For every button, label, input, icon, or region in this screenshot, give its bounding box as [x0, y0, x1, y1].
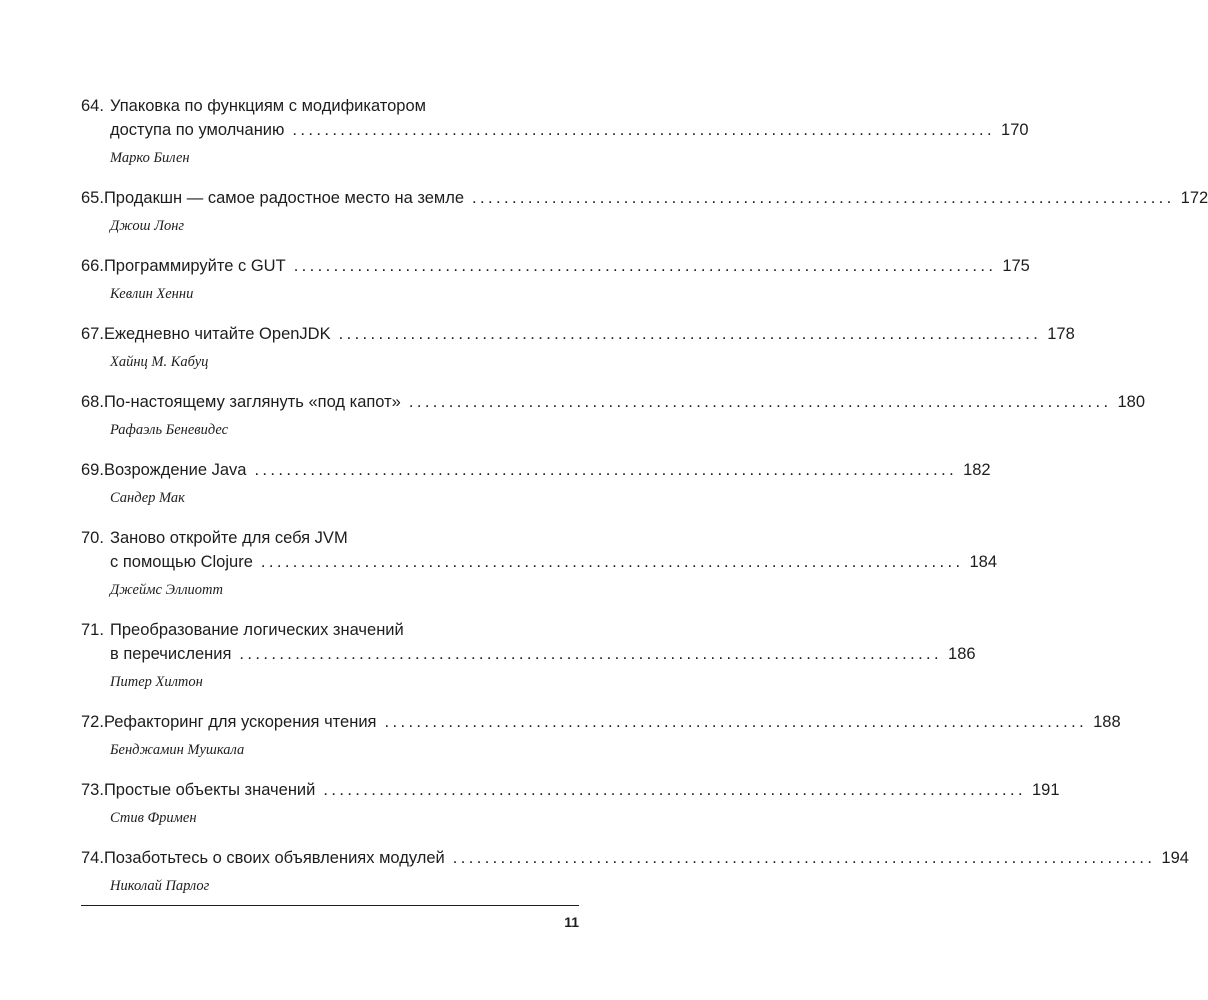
- toc-entry-number: 65.: [81, 189, 104, 207]
- toc-entry-number: 67.: [81, 325, 104, 343]
- toc-entry-title: Упаковка по функциям с модификатором: [110, 97, 427, 115]
- leader-dots: ........................................................................................: [472, 189, 1175, 207]
- toc-entry-title-line: [81, 186, 1208, 210]
- toc-entry-title-line: [81, 526, 579, 550]
- toc-entry-title-line: [81, 550, 998, 574]
- toc-entry-author: Сандер Мак: [110, 490, 185, 506]
- leader-dots: ........................................................................................: [292, 121, 996, 139]
- toc-entry-author: Питер Хилтон: [110, 674, 203, 690]
- toc-entry-title-line: [81, 778, 1060, 802]
- toc-entry-page: 194: [1161, 849, 1189, 867]
- toc-entry-70: [81, 526, 998, 600]
- toc-entry-author: Джеймс Эллиотт: [110, 582, 224, 598]
- leader-dots: ........................................................................................: [260, 553, 964, 571]
- leader-dots: ........................................................................................: [408, 393, 1112, 411]
- toc-entry-title: Возрождение Java: [103, 461, 247, 479]
- toc-entry-title: доступа по умолчанию: [110, 121, 285, 139]
- toc-entry-number: 70.: [81, 529, 104, 547]
- toc-entry-author: Марко Билен: [110, 150, 190, 166]
- toc-entry-title: Рефакторинг для ускорения чтения: [103, 713, 377, 731]
- toc-entry-68: [81, 390, 1146, 440]
- toc-entry-number: 69.: [81, 461, 104, 479]
- toc-entry-author: Джош Лонг: [110, 218, 185, 234]
- toc-entry-author: Бенджамин Мушкала: [110, 742, 245, 758]
- page-number: 11: [564, 914, 579, 930]
- toc-entry-page: 170: [1001, 121, 1029, 139]
- toc-entry-page: 186: [948, 645, 976, 663]
- toc-entry-title-line: [81, 322, 1075, 346]
- toc-entry-author: Николай Парлог: [110, 878, 210, 894]
- toc-entry-69: [81, 458, 991, 508]
- toc-entry-title-line: [81, 846, 1189, 870]
- leader-dots: ........................................................................................: [384, 713, 1088, 731]
- toc-entry-title-line: [81, 118, 1029, 142]
- toc-entry-title: Ежедневно читайте OpenJDK: [103, 325, 331, 343]
- toc-entry-title-line: [81, 94, 579, 118]
- toc-entry-author: Рафаэль Беневидес: [110, 422, 229, 438]
- toc-entry-title: Заново откройте для себя JVM: [110, 529, 348, 547]
- leader-dots: ........................................................................................: [452, 849, 1156, 867]
- toc-entry-title: Программируйте с GUT: [103, 257, 286, 275]
- footer-rule: [81, 905, 579, 906]
- toc-entry-title: с помощью Clojure: [110, 553, 253, 571]
- toc-entry-73: [81, 778, 1060, 828]
- toc-entry-74: [81, 846, 1189, 896]
- toc-entry-title-line: [81, 642, 976, 666]
- toc-entry-number: 72.: [81, 713, 104, 731]
- toc-entry-64: [81, 94, 1029, 168]
- toc-entry-author: Хайнц М. Кабуц: [110, 354, 209, 370]
- leader-dots: ........................................................................................: [239, 645, 943, 663]
- toc-entry-title: Позаботьтесь о своих объявлениях модулей: [103, 849, 445, 867]
- toc-entry-page: 188: [1093, 713, 1121, 731]
- leader-dots: ........................................................................................: [254, 461, 958, 479]
- toc-entry-66: [81, 254, 1030, 304]
- toc-entry-title-line: [81, 710, 1121, 734]
- toc-entry-title: Простые объекты значений: [103, 781, 316, 799]
- leader-dots: ........................................................................................: [293, 257, 997, 275]
- toc-entry-number: 73.: [81, 781, 104, 799]
- toc-entry-title: Преобразование логических значений: [110, 621, 404, 639]
- toc-entry-page: 191: [1032, 781, 1060, 799]
- toc-entry-title-line: [81, 618, 579, 642]
- toc-entry-number: 66.: [81, 257, 104, 275]
- toc-entry-page: 184: [969, 553, 998, 571]
- toc-entry-number: 71.: [81, 621, 104, 639]
- toc-entry-page: 182: [963, 461, 991, 479]
- toc-entry-page: 175: [1002, 257, 1030, 275]
- toc-entry-page: 178: [1047, 325, 1075, 343]
- toc-entry-title: По-настоящему заглянуть «под капот»: [103, 393, 401, 411]
- toc-entry-page: 172: [1180, 189, 1208, 207]
- toc-entry-72: [81, 710, 1121, 760]
- toc-entry-author: Стив Фримен: [110, 810, 197, 826]
- toc-entry-title: Продакшн — самое радостное место на земле: [103, 189, 465, 207]
- toc-entry-page: 180: [1117, 393, 1146, 411]
- toc-entry-number: 64.: [81, 97, 104, 115]
- toc-entry-title-line: [81, 254, 1030, 278]
- toc-entry-title-line: [81, 390, 1146, 414]
- table-of-contents: [81, 94, 1208, 896]
- leader-dots: ........................................................................................: [338, 325, 1042, 343]
- leader-dots: ........................................................................................: [323, 781, 1026, 799]
- toc-entry-title: в перечисления: [110, 645, 232, 663]
- toc-entry-number: 74.: [81, 849, 104, 867]
- toc-entry-author: Кевлин Хенни: [110, 286, 194, 302]
- toc-entry-number: 68.: [81, 393, 104, 411]
- toc-entry-71: [81, 618, 976, 692]
- toc-entry-65: [81, 186, 1208, 236]
- toc-entry-title-line: [81, 458, 991, 482]
- toc-entry-67: [81, 322, 1075, 372]
